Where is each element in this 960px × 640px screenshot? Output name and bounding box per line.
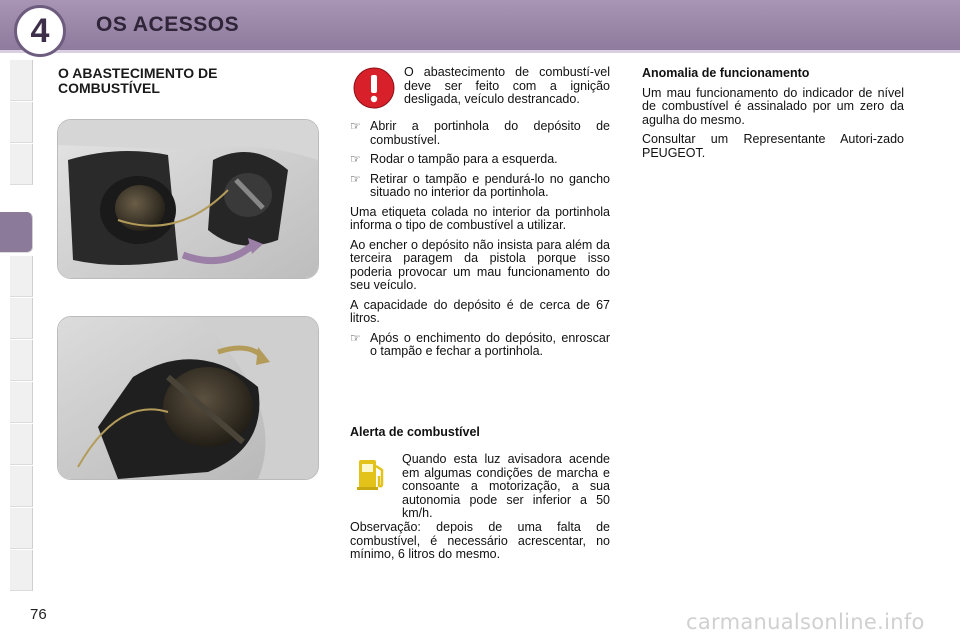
fuel-flap-illustration xyxy=(58,120,318,278)
step-text: Retirar o tampão e pendurá-lo no gancho situado no interior da portinhola. xyxy=(370,171,610,199)
watermark: carmanualsonline.info xyxy=(686,610,925,634)
instructions-column xyxy=(350,120,610,365)
step-text: Após o enchimento do depósito, enroscar o tampão e fechar a portinhola. xyxy=(370,330,610,358)
chapter-tab-3[interactable] xyxy=(10,144,33,185)
chapter-tab-6[interactable] xyxy=(10,298,33,339)
pointing-hand-icon: ☞ xyxy=(350,171,361,186)
fuel-alert-note xyxy=(350,521,610,568)
pointing-hand-icon: ☞ xyxy=(350,119,361,133)
pointing-hand-icon: ☞ xyxy=(350,152,361,166)
chapter-number-badge: 4 xyxy=(14,5,66,57)
chapter-tab-1[interactable] xyxy=(10,60,33,101)
chapter-tab-7[interactable] xyxy=(10,340,33,381)
fuel-pump-icon xyxy=(356,456,388,492)
chapter-tab-10[interactable] xyxy=(10,466,33,507)
fuel-alert-observation: Observação: depois de uma falta de combustível, é necessário acrescentar, no mínimo, 6 litros do mesmo. xyxy=(350,520,610,561)
chapter-tab-11[interactable] xyxy=(10,508,33,549)
step-text: Rodar o tampão para a esquerda. xyxy=(370,152,558,166)
warning-paragraph: O abastecimento de combustí-vel deve ser feito com a ignição desligada, veículo destrancado. xyxy=(404,65,610,106)
list-item xyxy=(350,332,610,359)
page-number: 76 xyxy=(30,606,47,623)
section-title-line1: O ABASTECIMENTO DE xyxy=(58,65,218,81)
fuel-alert-title: Alerta de combustível xyxy=(350,425,480,439)
paragraph: Um mau funcionamento do indicador de nível de combustível é assinalado por um zero da agulha do mesmo. xyxy=(642,85,904,127)
list-item xyxy=(350,153,610,167)
paragraph: Consultar um Representante Autori-zado PEUGEOT. xyxy=(642,132,904,160)
warning-text xyxy=(404,66,610,113)
chapter-tab-5[interactable] xyxy=(10,256,33,297)
paragraph: Ao encher o depósito não insista para além da terceira paragem da pistola porque isso poderia provocar um mau funcionamento do seu veículo. xyxy=(350,237,610,292)
chapter-tab-2[interactable] xyxy=(10,102,33,143)
anomaly-column xyxy=(642,67,904,166)
fuel-cap-photo xyxy=(57,316,319,480)
fuel-alert-text-top xyxy=(402,453,610,521)
chapter-tab-12[interactable] xyxy=(10,550,33,591)
fuel-alert-paragraph: Quando esta luz avisadora acende em algumas condições de marcha e consoante a motorização, a sua autonomia pode ser inferior a 50 km/h. xyxy=(402,452,610,520)
step-text: Abrir a portinhola do depósito de combustível. xyxy=(370,119,610,147)
header-divider xyxy=(0,50,960,53)
chapter-tabs xyxy=(0,60,34,580)
paragraph: Uma etiqueta colada no interior da portinhola informa o tipo de combustível a utilizar. xyxy=(350,204,610,232)
list-item xyxy=(350,120,610,147)
chapter-tab-9[interactable] xyxy=(10,424,33,465)
chapter-tab-4-active[interactable] xyxy=(0,212,33,253)
chapter-tab-8[interactable] xyxy=(10,382,33,423)
pointing-hand-icon: ☞ xyxy=(350,330,361,345)
list-item xyxy=(350,173,610,200)
section-title xyxy=(58,66,318,96)
fuel-flap-photo xyxy=(57,119,319,279)
fuel-cap-illustration xyxy=(58,317,318,479)
paragraph: A capacidade do depósito é de cerca de 67 litros. xyxy=(350,297,610,325)
section-title-line2: COMBUSTÍVEL xyxy=(58,80,160,96)
exclamation-icon xyxy=(352,66,396,110)
anomaly-title: Anomalia de funcionamento xyxy=(642,66,810,80)
chapter-title: OS ACESSOS xyxy=(96,13,240,36)
